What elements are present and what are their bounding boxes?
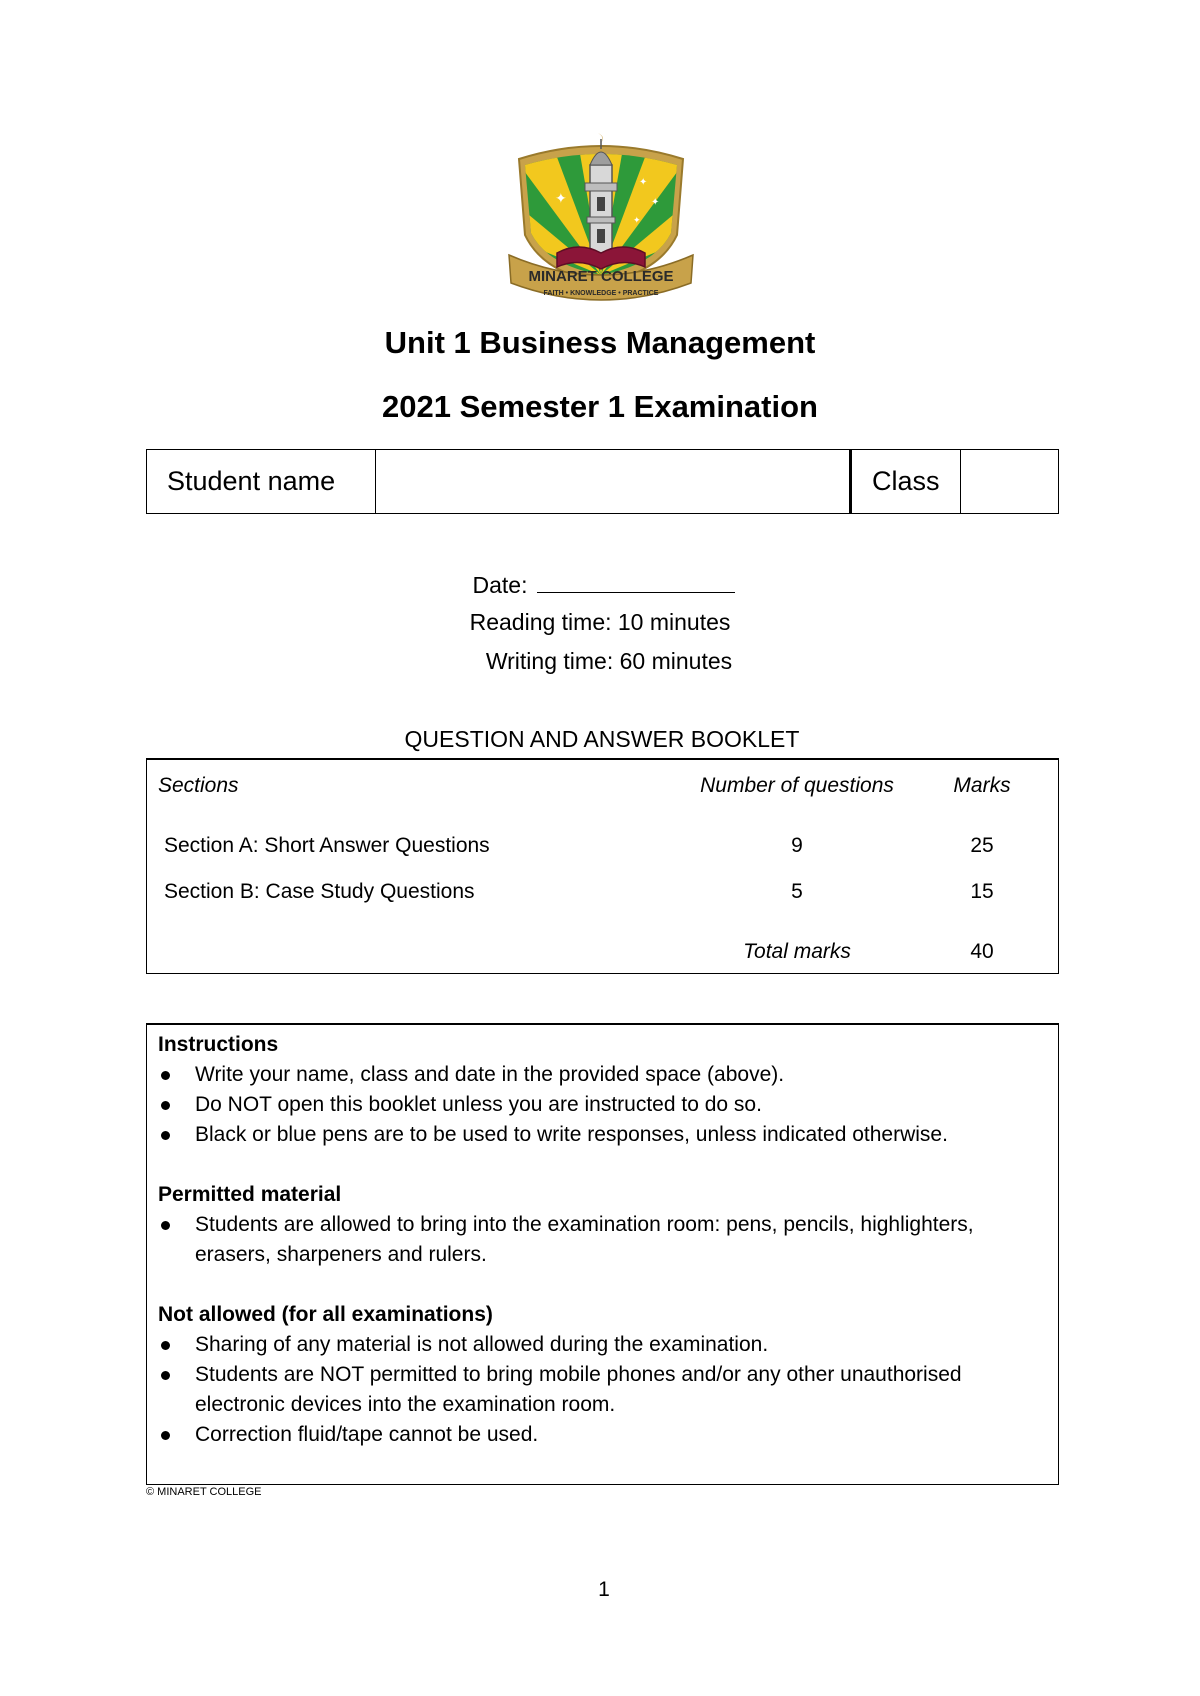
list-item: Correction fluid/tape cannot be used. (158, 1420, 1048, 1450)
instructions-box (146, 1023, 1059, 1485)
list-item: Do NOT open this booklet unless you are instructed to do so. (158, 1090, 1048, 1120)
permitted-heading: Permitted material (158, 1183, 342, 1206)
not-allowed-list (158, 1330, 1048, 1450)
svg-text:✦: ✦ (651, 197, 660, 208)
page-number: 1 (598, 1578, 610, 1601)
exam-subtitle: 2021 Semester 1 Examination (382, 389, 818, 424)
class-field[interactable] (960, 450, 1058, 514)
permitted-list (158, 1210, 1048, 1270)
date-label: Date: (472, 572, 528, 598)
svg-text:✦: ✦ (639, 177, 648, 188)
list-item: Write your name, class and date in the provided space (above). (158, 1060, 1048, 1090)
student-name-field[interactable] (376, 450, 851, 514)
section-name: Section A: Short Answer Questions (164, 834, 490, 857)
list-item: Students are NOT permitted to bring mobile phones and/or any other unauthorised electronic devices into the examination room. (158, 1360, 1048, 1420)
date-row (0, 570, 1200, 599)
copyright-notice: © MINARET COLLEGE (146, 1486, 262, 1498)
svg-text:✦: ✦ (555, 191, 567, 207)
total-marks-label: Total marks (743, 940, 851, 963)
student-details-table (146, 449, 1059, 514)
not-allowed-heading: Not allowed (for all examinations) (158, 1303, 493, 1326)
booklet-heading: QUESTION AND ANSWER BOOKLET (404, 726, 800, 752)
exam-title: Unit 1 Business Management (384, 325, 816, 360)
list-item: Students are allowed to bring into the examination room: pens, pencils, highlighters, erasers, sharpeners and rulers. (158, 1210, 1048, 1270)
list-item: Sharing of any material is not allowed during the examination. (158, 1330, 1048, 1360)
section-name: Section B: Case Study Questions (164, 880, 475, 903)
instructions-list (158, 1060, 1048, 1150)
logo-motto: FAITH • KNOWLEDGE • PRACTICE (543, 290, 659, 297)
list-item: Black or blue pens are to be used to write responses, unless indicated otherwise. (158, 1120, 1048, 1150)
class-label: Class (851, 450, 961, 514)
section-marks: 15 (970, 880, 994, 903)
header-sections: Sections (158, 774, 239, 797)
writing-time: Writing time: 60 minutes (485, 648, 733, 674)
minaret-college-logo (505, 125, 697, 305)
instructions-heading: Instructions (158, 1033, 279, 1056)
svg-text:✦: ✦ (633, 216, 641, 226)
total-marks-value: 40 (970, 940, 994, 963)
section-questions: 9 (791, 834, 803, 857)
sections-table (146, 758, 1059, 974)
reading-time: Reading time: 10 minutes (469, 609, 731, 635)
header-questions: Number of questions (700, 774, 894, 797)
date-field[interactable] (537, 570, 735, 593)
section-marks: 25 (970, 834, 994, 857)
section-questions: 5 (791, 880, 803, 903)
header-marks: Marks (953, 774, 1011, 797)
logo-college-name: MINARET COLLEGE (528, 268, 674, 285)
student-name-label: Student name (147, 450, 376, 514)
